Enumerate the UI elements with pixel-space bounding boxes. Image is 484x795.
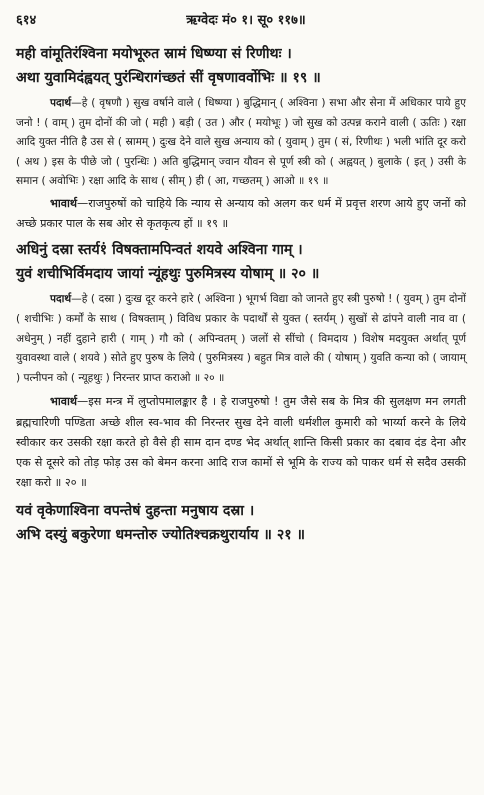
- mantra-line: मही वांमूतिरंश्विना मयोभूरुत स्रामं धिष्ण्या सं रिणीथः ।: [16, 46, 292, 62]
- padartha-19: [16, 94, 466, 192]
- padartha-label: पदार्थ: [50, 293, 72, 306]
- padartha-20: [16, 290, 466, 388]
- mantra-line: यवं वृकेणाश्विना वपन्तेषं दुहन्ता मनुषाय दस्रा ।: [16, 503, 255, 520]
- padartha-label: पदार्थ: [50, 97, 72, 109]
- bhavartha-19: [16, 194, 466, 234]
- mantra-19: [16, 42, 466, 90]
- page-header: [16, 10, 466, 32]
- mantra-line: अथा युवामिदंह्वयत् पुरंन्धिरागंच्छतं सीं वृषणावर्वोभिः ॥ १९ ॥: [16, 70, 321, 86]
- page-number: ६१४: [16, 13, 37, 28]
- padartha-text: —हे ( दस्रा ) दुःख दूर करने हारे ( अश्विना ) भूगर्भ विद्या को जानते हुए स्त्री पुरुषो ! ( युवम् ) तुम दोनों ( शचीभिः ) कर्मों के साथ ( विषक्ताम् ) विविध प्रकार के पदार्थों से युक्त ( स्तर्यम् ) सुखों से ढांपने वाली नाव वा ( अधेनुम् ) नहीं दुहाने हारी ( गाम् ) गौ को ( अपिन्वतम् ) जलों से सींचो ( विमदाय ) विशेष मदयुक्त अर्थात् पूर्ण युवावस्था वाले ( शयवे ) सोते हुए पुरुष के लिये ( पुरुमित्रस्य ) बहुत मित्र वाले की ( योषाम् ) युवति कन्या को ( जायाम् ) पत्नीपन को ( न्यूहथुः ) निरन्तर प्राप्त कराओ ॥ २० ॥: [16, 293, 466, 384]
- padartha-text: —हे ( वृषणौ ) सुख वर्षाने वाले ( धिष्ण्या ) बुद्धिमान् ( अश्विना ) सभा और सेना में अधिकार पाये हुए जनो ! ( वाम् ) तुम दोनों की जो ( मही ) बड़ी ( उत ) और ( मयोभूः ) जो सुख को उत्पन्न कराने वाली ( ऊतिः ) रक्षा आदि युक्त नीति है उस से ( स्रामम् ) दुःख देने वाले सुख अन्याय को ( युवाम् ) तुम ( सं, रिणीथः ) भली भांति दूर करो ( अथ ) इस के पीछे जो ( पुरन्धिः ) अति बुद्धिमान् ज्वान यौवन से पूर्ण स्त्री को ( अह्वयत् ) बुलाके ( इत् ) उसी के समान ( अवोभिः ) रक्षा आदि के साथ ( सीम् ) ही ( आ, गच्छतम् ) आओ ॥ १९ ॥: [16, 97, 466, 188]
- bhavartha-label: भावार्थ: [50, 395, 78, 409]
- bhavartha-text: —राजपुरुषों को चाहिये कि न्याय से अन्याय को अलग कर धर्म में प्रवृत्त शरण आये हुए जनों को अच्छे प्रकार पाल के सब ओर से कृतकृत्य हों ॥ १९ ॥: [16, 196, 466, 231]
- mantra-21: [16, 499, 466, 547]
- mantra-20: [16, 238, 466, 286]
- mantra-line: युवं शचीभिर्विमदाय जायां न्यूंहथुः पुरुमित्रस्य योषाम् ॥ २० ॥: [16, 266, 320, 283]
- mantra-line: अधिनुं दस्रा स्तर्य१ं विषक्तामपिन्वतं शयवे अश्विना गाम् ।: [16, 242, 303, 259]
- running-title: ऋग्वेदः मं० १। सू० ११७॥: [186, 13, 306, 28]
- bhavartha-20: [16, 392, 466, 493]
- bhavartha-label: भावार्थ: [50, 196, 78, 210]
- mantra-line: अभि दस्युं बकुरेणा धमन्तोरु ज्योतिश्चक्रथुरार्याय ॥ २१ ॥: [16, 527, 306, 544]
- bhavartha-text: —इस मन्त्र में लुप्तोपमालङ्कार है । हे राजपुरुषो ! तुम जैसे सब के मित्र की सुलक्षण मन लगती ब्रह्मचारिणी पण्डिता अच्छे शील स्व-भाव की निरन्तर सुख देने वाली धर्मशील कुमारी को भार्य्या करने के लिये स्वीकार कर उसकी रक्षा करते हो वैसे ही साम दान दण्ड भेद अर्थात् शान्ति किसी प्रकार का दबाव दंड देना और एक से दूसरे को तोड़ फोड़ उस को बेमन करना आदि राज कामों से भूमि के राज्य को पाकर धर्म से सदैव उसकी रक्षा करो ॥ २० ॥: [16, 395, 466, 490]
